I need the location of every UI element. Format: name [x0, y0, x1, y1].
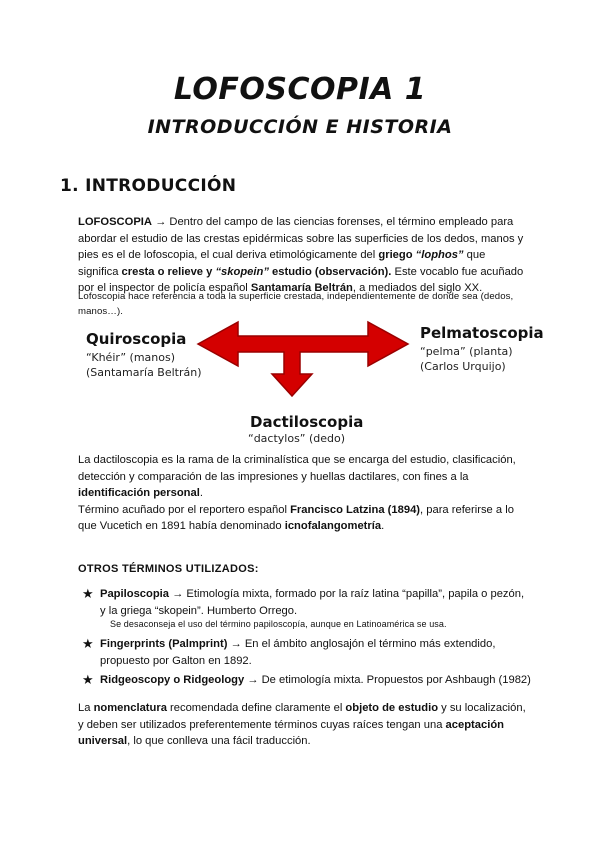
bold-skopein: “skopein”: [212, 265, 269, 278]
intro-note: Lofoscopia hace referencia a toda la superficie crestada, independientemente de donde sea (dedos, manos…).: [78, 291, 514, 317]
dactiloscopia-title: Dactiloscopia: [250, 413, 364, 431]
nomen-text: , lo que conlleva una fácil traducción.: [127, 735, 311, 747]
bold-objeto: objeto de estudio: [345, 702, 439, 714]
nomen-text: y su localización, y deben ser utilizados preferentemente términos cuyas raíces tengan una: [78, 702, 526, 731]
term-description: → De etimología mixta. Propuestos por Ashbaugh (1982): [244, 674, 531, 686]
bold-nomenclatura: nomenclatura: [93, 702, 167, 714]
term-title: Papiloscopia: [100, 588, 170, 600]
term-lofoscopia: LOFOSCOPIA: [78, 216, 152, 228]
term-papiloscopia: [100, 586, 530, 619]
nomenclatura-paragraph: [78, 700, 526, 750]
bold-griego: griego: [378, 249, 413, 261]
intro-text: que significa: [78, 249, 486, 278]
quiroscopia-title: Quiroscopia: [86, 330, 187, 348]
star-icon: ★: [82, 636, 94, 651]
intro-text: Este vocablo fue acuñado por el inspector de policía español: [78, 265, 524, 294]
term-title: Fingerprints (Palmprint): [100, 638, 228, 650]
term-description: → En el ámbito anglosajón el término más extendido, propuesto por Galton en 1892.: [100, 638, 496, 667]
dactiloscopia-paragraph: [78, 452, 528, 535]
dactilo-text: , para referirse a lo que Vucetich en 1891 había denominado: [78, 503, 514, 532]
other-terms-heading: OTROS TÉRMINOS UTILIZADOS:: [78, 563, 259, 575]
intro-text: , a mediados del siglo XX.: [352, 282, 483, 294]
term-fingerprints: [100, 636, 530, 669]
intro-text: Dentro del campo de las ciencias forenses, el término empleado para abordar el estudio de las crestas epidérmicas sobre las superficies de los dedos, manos y pies es el de lofoscopia, el cual deriva etimológicamente del: [78, 216, 524, 261]
dactilo-text: .: [199, 487, 203, 499]
intro-paragraph: [78, 214, 528, 297]
dactilo-text: La dactiloscopia es la rama de la criminalística que se encarga del estudio, clasificación, detección y comparación de las impresiones y huellas dactilares, con fines a la: [78, 454, 516, 483]
term-papiloscopia-note: Se desaconseja el uso del término papiloscopía, aunque en Latinoamérica se usa.: [110, 619, 447, 629]
bold-estudio: estudio (observación).: [268, 265, 392, 278]
term-title: Ridgeoscopy o Ridgeology: [100, 674, 245, 686]
pelmatoscopia-title: Pelmatoscopia: [420, 324, 544, 342]
arrow-symbol: →: [151, 216, 170, 228]
terminology-diagram: [0, 318, 600, 448]
nomen-text: recomendada define claramente el: [166, 702, 346, 714]
bold-santamaria: Santamaría Beltrán: [250, 282, 353, 294]
nomen-text: La: [78, 702, 94, 714]
page-subtitle: INTRODUCCIÓN E HISTORIA: [147, 116, 453, 138]
page-title: LOFOSCOPIA 1: [173, 72, 427, 107]
bold-lophos: “lophos”: [412, 249, 464, 261]
bold-aceptacion: aceptación universal: [78, 718, 504, 747]
term-ridgeoscopy: [100, 672, 540, 689]
dactiloscopia-etymology: “dactylos” (dedo): [248, 432, 346, 445]
pelmatoscopia-author: (Carlos Urquijo): [420, 360, 506, 373]
bold-cresta: cresta o relieve y: [121, 265, 213, 278]
bold-latzina: Francisco Latzina (1894): [290, 503, 421, 516]
star-icon: ★: [82, 586, 94, 601]
bold-icnofalangometria: icnofalangometría: [284, 520, 382, 532]
pelmatoscopia-etymology: “pelma” (planta): [420, 345, 513, 358]
star-icon: ★: [82, 672, 94, 687]
t-arrow-icon: [198, 322, 408, 396]
quiroscopia-author: (Santamaría Beltrán): [86, 366, 202, 379]
bold-identificacion: identificación personal: [78, 487, 200, 499]
quiroscopia-etymology: “Khéir” (manos): [86, 351, 176, 364]
term-description: → Etimología mixta, formado por la raíz latina “papilla”, papila o pezón, y la griega “skopein”. Humberto Orrego.: [100, 588, 525, 617]
dactilo-text: .: [381, 520, 385, 532]
dactilo-text: Término acuñado por el reportero español: [78, 503, 291, 516]
section-heading-introduccion: 1. INTRODUCCIÓN: [60, 176, 237, 196]
